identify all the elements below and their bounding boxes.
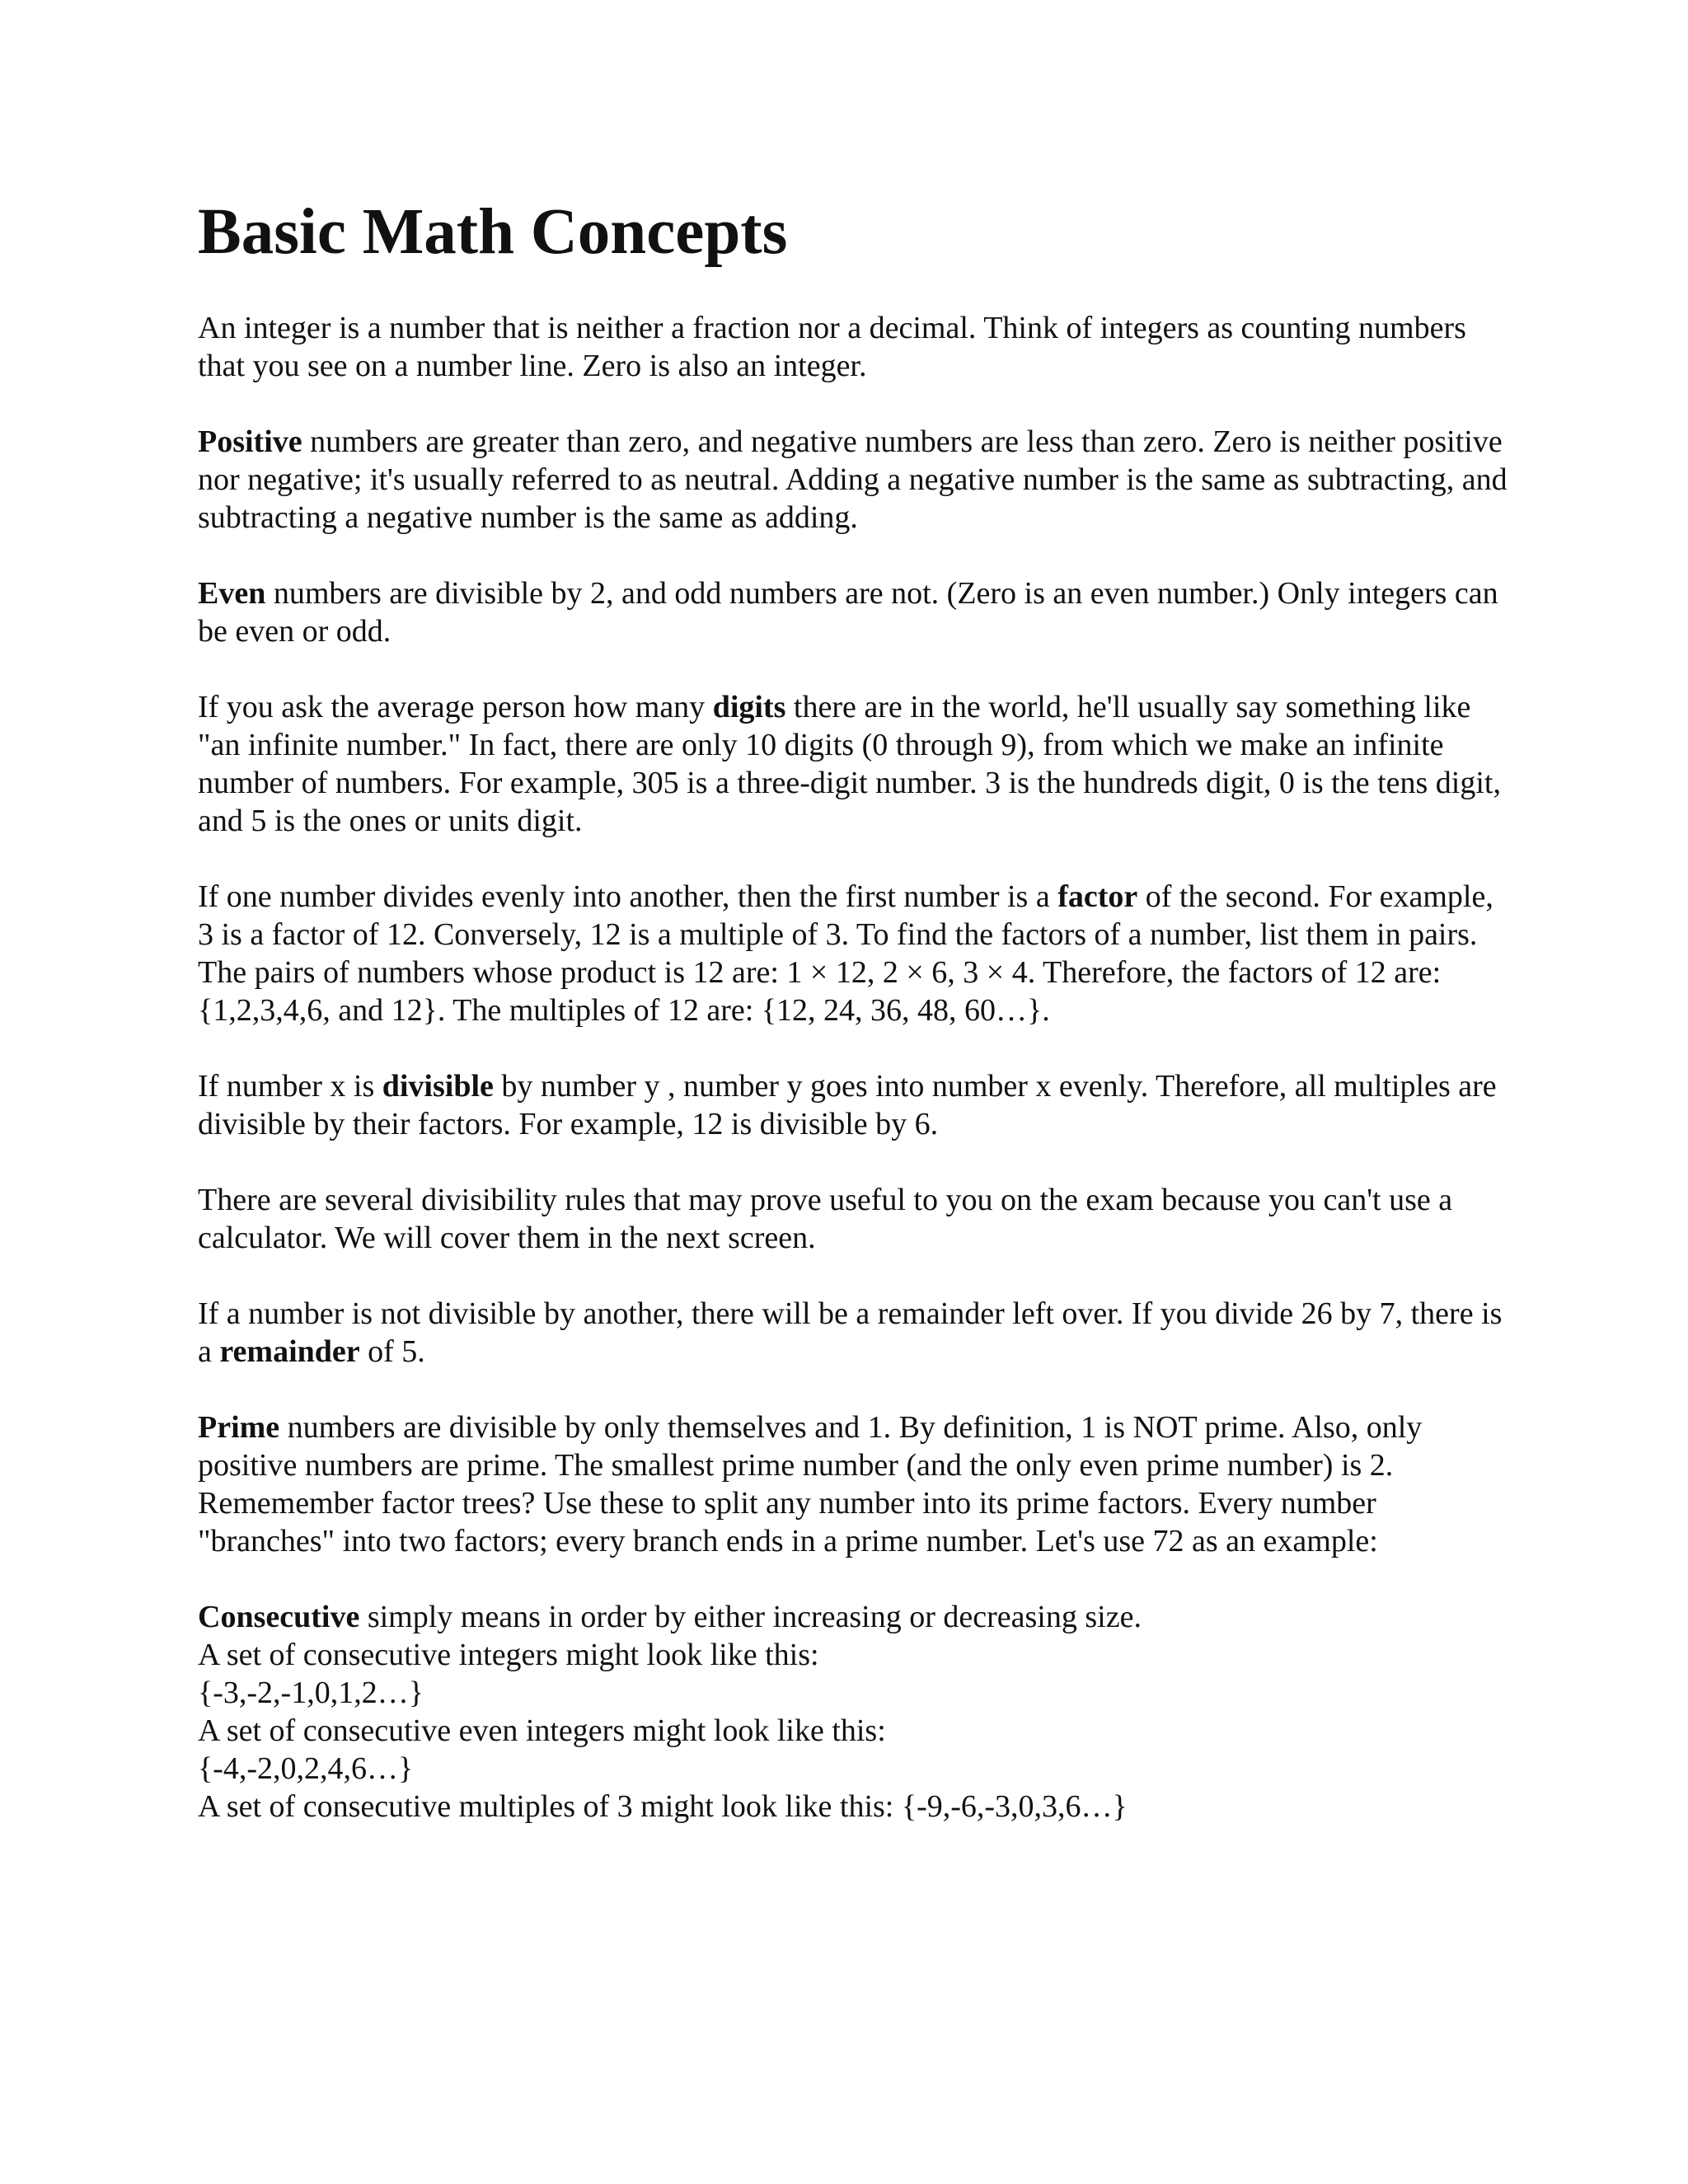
digits-paragraph bbox=[198, 688, 1517, 840]
consecutive-text: simply means in order by either increasing or decreasing size. bbox=[359, 1599, 1142, 1634]
divisible-text-after: by number y , number y goes into number x evenly. Therefore, all multiples are divisible by their factors. For example, 12 is divisible by 6. bbox=[198, 1068, 1497, 1141]
remainder-term: remainder bbox=[219, 1333, 360, 1369]
positive-text: numbers are greater than zero, and negative numbers are less than zero. Zero is neither positive nor negative; it's usually referred to as neutral. Adding a negative number is the same as subtracting, and subtracting a negative number is the same as adding. bbox=[198, 424, 1507, 535]
prime-term: Prime bbox=[198, 1409, 280, 1445]
factor-text-before: If one number divides evenly into another, then the first number is a bbox=[198, 879, 1058, 914]
even-paragraph bbox=[198, 574, 1517, 650]
factor-term: factor bbox=[1057, 879, 1138, 914]
consecutive-definition bbox=[198, 1598, 1517, 1636]
document-page bbox=[198, 194, 1517, 1825]
divisible-paragraph bbox=[198, 1067, 1517, 1143]
consecutive-term: Consecutive bbox=[198, 1599, 360, 1634]
digits-term: digits bbox=[712, 689, 786, 724]
consecutive-multiples-line: A set of consecutive multiples of 3 might look like this: {-9,-6,-3,0,3,6…} bbox=[198, 1788, 1128, 1824]
divisible-term: divisible bbox=[382, 1068, 494, 1104]
remainder-text-before: If a number is not divisible by another, there will be a remainder left over. If you divide 26 by 7, there is a bbox=[198, 1296, 1503, 1369]
consecutive-even-label: A set of consecutive even integers might look like this: bbox=[198, 1713, 886, 1748]
consecutive-integers-label: A set of consecutive integers might look like this: bbox=[198, 1637, 819, 1672]
consecutive-integers-set: {-3,-2,-1,0,1,2…} bbox=[198, 1675, 424, 1710]
consecutive-even-set: {-4,-2,0,2,4,6…} bbox=[198, 1750, 414, 1786]
integer-paragraph: An integer is a number that is neither a fraction nor a decimal. Think of integers as counting numbers that you see on a number line. Zero is also an integer. bbox=[198, 310, 1466, 383]
divisibility-rules-paragraph: There are several divisibility rules that may prove useful to you on the exam because you can't use a calculator. We will cover them in the next screen. bbox=[198, 1182, 1453, 1255]
digits-text-before: If you ask the average person how many bbox=[198, 689, 713, 724]
factor-paragraph bbox=[198, 878, 1517, 1029]
even-text: numbers are divisible by 2, and odd numbers are not. (Zero is an even number.) Only integers can be even or odd. bbox=[198, 575, 1498, 649]
prime-paragraph bbox=[198, 1408, 1517, 1560]
remainder-text-after: of 5. bbox=[359, 1333, 425, 1369]
page-title: Basic Math Concepts bbox=[198, 196, 788, 268]
remainder-paragraph bbox=[198, 1295, 1517, 1371]
positive-term: Positive bbox=[198, 424, 302, 459]
factor-text-after: of the second. For example, 3 is a factor of 12. Conversely, 12 is a multiple of 3. To find the factors of a number, list them in pairs. The pairs of numbers whose product is 12 are: 1 × 12, 2 × 6, 3 × 4. Therefore, the factors of 12 are: {1,2,3,4,6, and 12}. The multiples of 12 are: {12, 24, 36, 48, 60…}. bbox=[198, 879, 1493, 1028]
divisible-text-before: If number x is bbox=[198, 1068, 382, 1104]
positive-paragraph bbox=[198, 423, 1517, 537]
prime-text: numbers are divisible by only themselves and 1. By definition, 1 is NOT prime. Also, only positive numbers are prime. The smallest prime number (and the only even prime number) is 2. Rememember factor trees? Use these to split any number into its prime factors. Every number "branches" into two factors; every branch ends in a prime number. Let's use 72 as an example: bbox=[198, 1409, 1423, 1558]
even-term: Even bbox=[198, 575, 266, 611]
digits-text-after: there are in the world, he'll usually say something like "an infinite number." In fact, there are only 10 digits (0 through 9), from which we make an infinite number of numbers. For example, 305 is a three-digit number. 3 is the hundreds digit, 0 is the tens digit, and 5 is the ones or units digit. bbox=[198, 689, 1501, 838]
consecutive-section bbox=[198, 1598, 1517, 1825]
